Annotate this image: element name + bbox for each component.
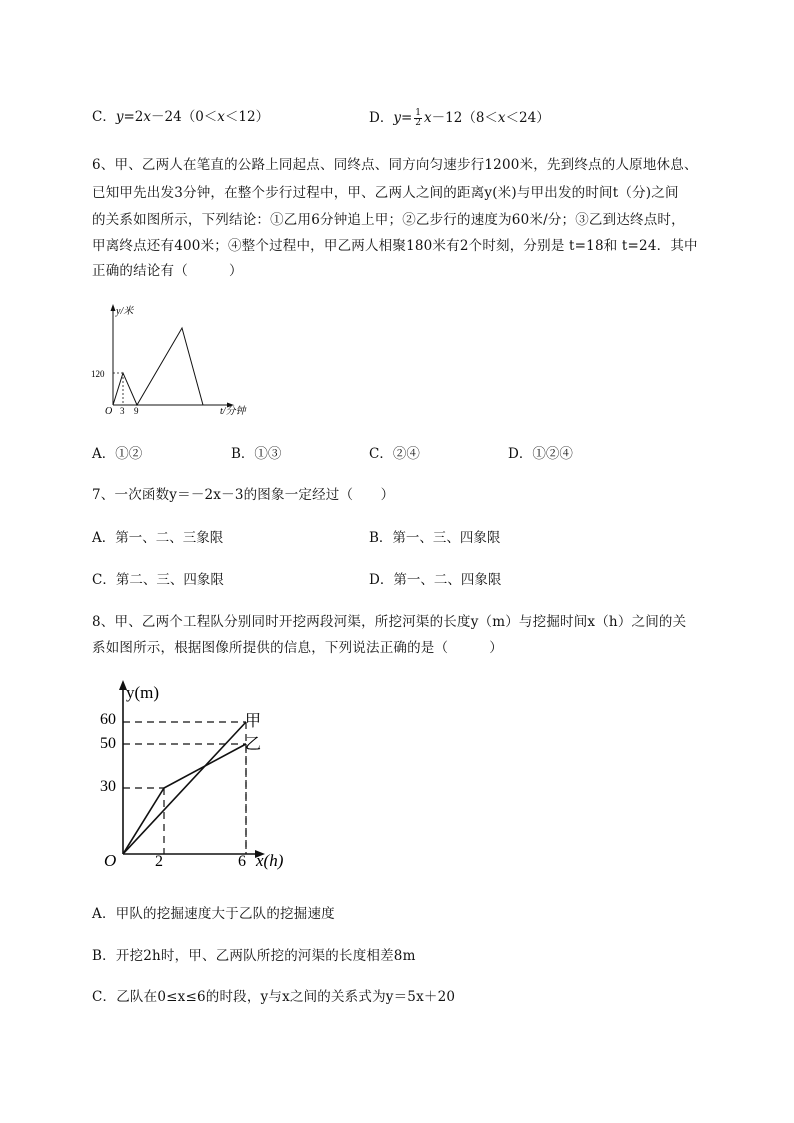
q6-option-b: B．①③: [231, 446, 282, 462]
q6-tick-120: 120: [91, 369, 105, 379]
q6-stem-line-4: 甲离终点还有400米；④整个过程中，甲乙两人相聚180米有2个时刻，分别是 t=18和 t=24．其中: [92, 238, 698, 254]
q8-tick-60: 60: [100, 711, 116, 728]
q6-distance-line: [113, 328, 203, 405]
q6-tick-3: 3: [120, 406, 125, 416]
q8-stem-line-1: 8、甲、乙两个工程队分别同时开挖两段河渠，所挖河渠的长度y（m）与挖掘时间x（h）之间的关: [92, 614, 687, 630]
q8-option-a: A．甲队的挖掘速度大于乙队的挖掘速度: [92, 906, 335, 922]
q7-option-a: A．第一、二、三象限: [92, 530, 224, 546]
q6-option-a: A．①②: [92, 446, 143, 462]
q6-y-arrow: [111, 304, 116, 311]
q8-stem-line-2: 系如图所示，根据图像所提供的信息，下列说法正确的是（ ）: [92, 640, 503, 656]
q6-stem-line-3: 的关系如图所示，下列结论：①乙用6分钟追上甲；②乙步行的速度为60米/分；③乙到达终点时，: [92, 212, 685, 228]
fraction-half: $\frac{1}{2}$: [415, 108, 422, 128]
q8-x-label: x(h): [256, 851, 284, 870]
q6-stem-line-1: 6、甲、乙两人在笔直的公路上同起点、同终点、同方向匀速步行1200米，先到终点的人原地休息、: [92, 157, 698, 173]
q6-x-label: t/分钟: [220, 406, 246, 417]
q8-y-label: y(m): [126, 683, 160, 702]
q6-option-d: D．①②④: [508, 446, 573, 462]
q8-tick-2: 2: [155, 853, 163, 870]
q8-option-c: C．乙队在0≤x≤6的时段，y与x之间的关系式为y＝5x＋20: [92, 989, 456, 1005]
q8-graph: [90, 676, 320, 876]
q7-option-c: C．第二、三、四象限: [92, 572, 224, 588]
q5-option-c: C．y=2x－24（0＜x＜12）: [92, 109, 270, 125]
q7-stem: 7、一次函数y＝－2x－3的图象一定经过（ ）: [92, 487, 395, 503]
q8-label-yi: 乙: [245, 736, 262, 753]
q6-option-c: C．②④: [369, 446, 420, 462]
q6-origin: O: [105, 406, 113, 417]
q6-graph: [80, 296, 280, 426]
q6-stem-line-2: 已知甲先出发3分钟，在整个步行过程中，甲、乙两人之间的距离y(米)与甲出发的时间t（分)之间: [92, 185, 679, 201]
q5-option-d: D．y= $\frac{1}{2}$ x－12（8＜x＜24）: [369, 108, 550, 128]
q8-option-b: B．开挖2h时，甲、乙两队所挖的河渠的长度相差8m: [92, 948, 416, 964]
q8-origin: O: [104, 851, 117, 870]
q8-series-line-yi: [123, 744, 246, 854]
q6-stem-line-5: 正确的结论有（ ）: [92, 263, 243, 279]
q7-option-d: D．第一、二、四象限: [369, 572, 502, 588]
q8-tick-30: 30: [100, 778, 116, 795]
q6-tick-9: 9: [134, 406, 139, 416]
q8-tick-50: 50: [100, 735, 116, 752]
q8-tick-6: 6: [238, 853, 246, 870]
q8-label-jia: 甲: [245, 713, 262, 730]
q6-y-label: y/米: [116, 306, 134, 317]
q7-option-b: B．第一、三、四象限: [369, 530, 501, 546]
